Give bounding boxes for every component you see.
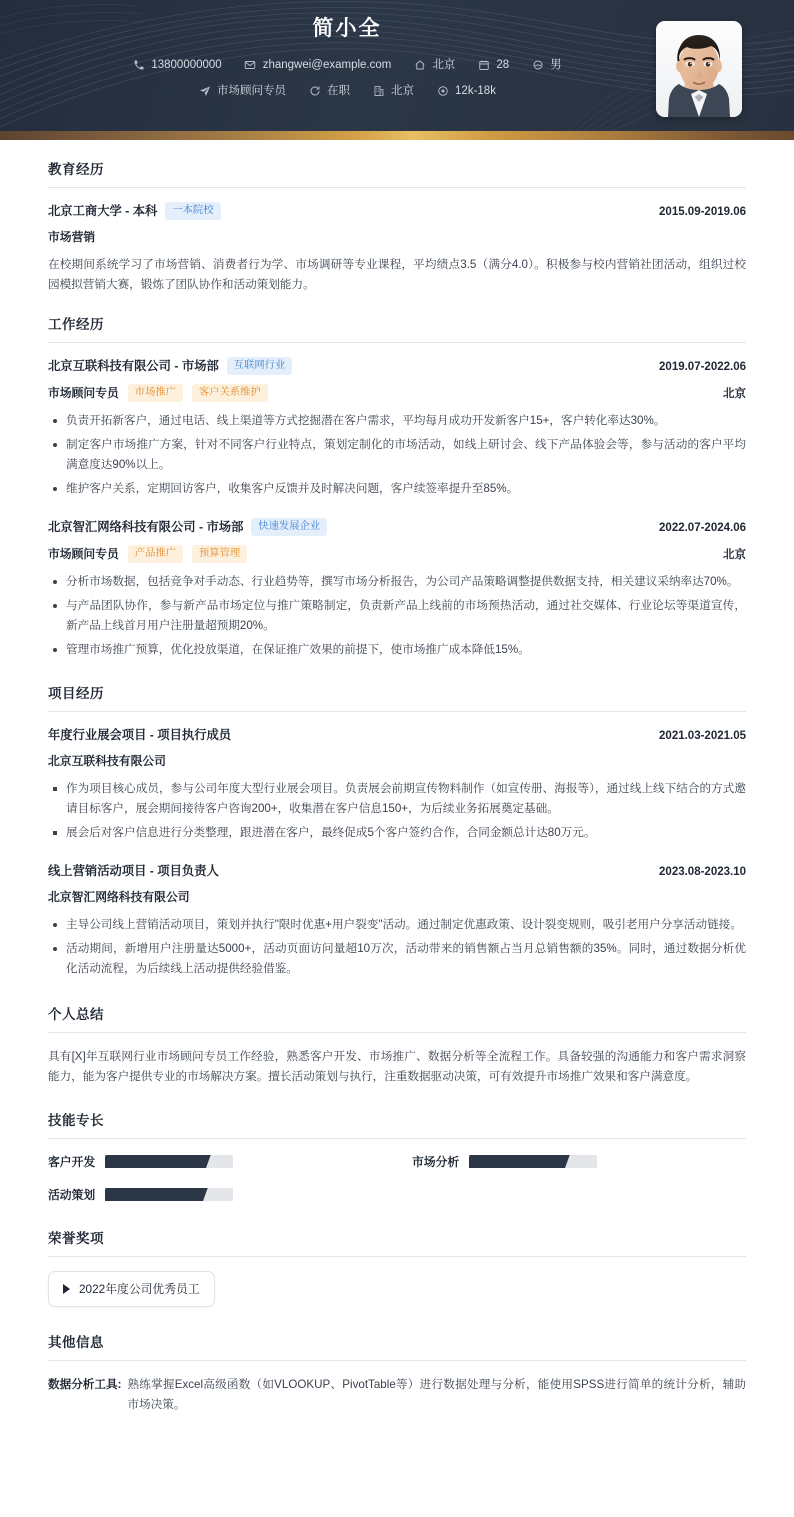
project-bullet-list <box>48 915 746 979</box>
gender-icon <box>531 59 544 72</box>
contact-email-text: zhangwei@example.com <box>262 59 392 71</box>
section-summary <box>48 1003 746 1087</box>
work-location: 北京 <box>723 388 746 400</box>
skill-tag: 产品推广 <box>128 545 183 563</box>
skill-tag: 市场推广 <box>128 384 183 402</box>
project-bullet: 作为项目核心成员，参与公司年度大型行业展会项目。负责展会前期宣传物料制作（如宣传册、海报等），通过线上线下结合的方式邀请目标客户，展会期间接待客户咨询200+，收集潜在客户信息150+，为后续业务拓展奠定基础。 <box>48 779 746 819</box>
company-name: 北京智汇网络科技有限公司 - 市场部 <box>48 520 244 534</box>
company-name: 北京互联科技有限公司 - 市场部 <box>48 359 219 373</box>
school-name: 北京工商大学 - 本科 <box>48 204 158 218</box>
chevron-right-icon[interactable] <box>63 1284 70 1294</box>
target-position-text: 市场顾问专员 <box>217 85 287 97</box>
work-bullet: 分析市场数据，包括竞争对手动态、行业趋势等，撰写市场分析报告，为公司产品策略调整提供数据支持，相关建议采纳率达70%。 <box>48 572 746 592</box>
job-status-text: 在职 <box>327 85 351 97</box>
other-info-value: 熟练掌握Excel高级函数（如VLOOKUP、PivotTable等）进行数据处理与分析，能使用SPSS进行简单的统计分析，辅助市场决策。 <box>127 1378 746 1411</box>
education-description: 在校期间系统学习了市场营销、消费者行为学、市场调研等专业课程，平均绩点3.5（满分4.0）。积极参与校内营销社团活动，组织过校园模拟营销大赛，锻炼了团队协作和活动策划能力。 <box>48 258 746 291</box>
project-entry <box>48 726 746 843</box>
section-title-other: 其他信息 <box>48 1331 746 1361</box>
work-entry <box>48 518 746 660</box>
send-icon <box>198 85 211 98</box>
other-info-label: 数据分析工具: <box>48 1378 122 1391</box>
section-title-summary: 个人总结 <box>48 1003 746 1033</box>
section-title-honors: 荣誉奖项 <box>48 1227 746 1257</box>
contact-gender <box>531 57 562 73</box>
skill-progress-track <box>469 1155 597 1168</box>
work-city-text: 北京 <box>391 85 415 97</box>
work-date: 2019.07-2022.06 <box>659 361 746 373</box>
honor-label: 2022年度公司优秀员工 <box>79 1282 200 1296</box>
skill-label: 活动策划 <box>48 1188 96 1202</box>
skill-progress-fill <box>105 1188 208 1201</box>
work-bullet: 制定客户市场推广方案，针对不同客户行业特点，策划定制化的市场活动，如线上研讨会、线下产品体验会等，参与活动的客户平均满意度达90%以上。 <box>48 435 746 475</box>
phone-icon <box>132 59 145 72</box>
section-other <box>48 1331 746 1415</box>
work-bullet: 管理市场推广预算，优化投放渠道，在保证推广效果的前提下，使市场推广成本降低15%。 <box>48 640 746 660</box>
section-title-project: 项目经历 <box>48 682 746 712</box>
work-role: 市场顾问专员 <box>48 385 119 400</box>
header-accent-bar <box>0 131 794 140</box>
building-icon <box>372 85 385 98</box>
avatar-portrait <box>656 21 742 117</box>
honor-item[interactable] <box>48 1271 215 1307</box>
other-info-item <box>48 1375 746 1415</box>
work-bullet-list <box>48 572 746 660</box>
project-company: 北京互联科技有限公司 <box>48 754 166 768</box>
project-company: 北京智汇网络科技有限公司 <box>48 890 190 904</box>
industry-tag: 互联网行业 <box>227 357 292 375</box>
work-bullet: 与产品团队协作，参与新产品市场定位与推广策略制定，负责新产品上线前的市场预热活动，通过社交媒体、行业论坛等渠道宣传，新产品上线首月用户注册量超预期20%。 <box>48 596 746 636</box>
skill-label: 客户开发 <box>48 1155 96 1169</box>
project-bullet: 展会后对客户信息进行分类整理，跟进潜在客户，最终促成5个客户签约合作，合同金额总计达80万元。 <box>48 823 746 843</box>
work-role: 市场顾问专员 <box>48 546 119 561</box>
skills-grid <box>48 1153 746 1203</box>
skill-item <box>48 1186 382 1203</box>
skill-label: 市场分析 <box>412 1155 460 1169</box>
home-icon <box>413 59 426 72</box>
contact-age-text: 28 <box>496 59 510 71</box>
skill-progress-fill <box>105 1155 211 1168</box>
salary-icon <box>436 85 449 98</box>
section-honors <box>48 1227 746 1307</box>
section-title-education: 教育经历 <box>48 158 746 188</box>
section-education <box>48 158 746 295</box>
section-project <box>48 682 746 979</box>
project-name: 线上营销活动项目 - 项目负责人 <box>48 864 219 878</box>
education-date: 2015.09-2019.06 <box>659 206 746 218</box>
skill-progress-fill <box>469 1155 570 1168</box>
project-name: 年度行业展会项目 - 项目执行成员 <box>48 728 232 742</box>
project-date: 2021.03-2021.05 <box>659 730 746 742</box>
work-bullet-list <box>48 411 746 499</box>
summary-text: 具有[X]年互联网行业市场顾问专员工作经验，熟悉客户开发、市场推广、数据分析等全流程工作。具备较强的沟通能力和客户需求洞察能力，能为客户提供专业的市场解决方案。擅长活动策划与执行，注重数据驱动决策，可有效提升市场推广效果和客户满意度。 <box>48 1050 746 1083</box>
work-bullet: 维护客户关系，定期回访客户，收集客户反馈并及时解决问题，客户续签率提升至85%。 <box>48 479 746 499</box>
skill-progress-track <box>105 1155 233 1168</box>
work-entry <box>48 357 746 499</box>
project-entry <box>48 862 746 979</box>
resume-header <box>0 0 794 140</box>
expected-salary <box>436 83 496 99</box>
project-bullet-list <box>48 779 746 843</box>
skill-item <box>412 1153 746 1170</box>
skill-tag: 预算管理 <box>192 545 247 563</box>
contact-city <box>413 57 455 73</box>
calendar-icon <box>477 59 490 72</box>
contact-age <box>477 57 509 73</box>
status-icon <box>308 85 321 98</box>
section-title-work: 工作经历 <box>48 313 746 343</box>
resume-body <box>0 140 794 1441</box>
contact-phone <box>132 57 221 73</box>
avatar <box>656 21 742 117</box>
contact-gender-text: 男 <box>550 59 562 71</box>
work-city <box>372 83 414 99</box>
work-location: 北京 <box>723 549 746 561</box>
contact-city-text: 北京 <box>432 59 456 71</box>
skill-item <box>48 1153 382 1170</box>
mail-icon <box>244 59 257 72</box>
skill-progress-track <box>105 1188 233 1201</box>
skill-tag: 客户关系维护 <box>192 384 268 402</box>
section-work <box>48 313 746 660</box>
job-status <box>308 83 350 99</box>
project-bullet: 主导公司线上营销活动项目，策划并执行"限时优惠+用户裂变"活动。通过制定优惠政策、设计裂变规则，吸引老用户分享活动链接。 <box>48 915 746 935</box>
project-date: 2023.08-2023.10 <box>659 866 746 878</box>
section-skills <box>48 1109 746 1203</box>
project-bullet: 活动期间，新增用户注册量达5000+，活动页面访问量超10万次，活动带来的销售额占当月总销售额的35%。同时，通过数据分析优化活动流程，为后续线上活动提供经验借鉴。 <box>48 939 746 979</box>
school-tag: 一本院校 <box>165 202 220 220</box>
candidate-name: 简小全 <box>312 17 382 40</box>
education-entry <box>48 202 746 295</box>
contact-phone-text: 13800000000 <box>151 59 222 71</box>
work-date: 2022.07-2024.06 <box>659 522 746 534</box>
section-title-skills: 技能专长 <box>48 1109 746 1139</box>
work-bullet: 负责开拓新客户，通过电话、线上渠道等方式挖掘潜在客户需求，平均每月成功开发新客户15+，客户转化率达30%。 <box>48 411 746 431</box>
major-name: 市场营销 <box>48 230 96 244</box>
industry-tag: 快速发展企业 <box>251 518 327 536</box>
contact-email <box>244 57 392 73</box>
expected-salary-text: 12k-18k <box>455 85 496 97</box>
target-position <box>198 83 286 99</box>
